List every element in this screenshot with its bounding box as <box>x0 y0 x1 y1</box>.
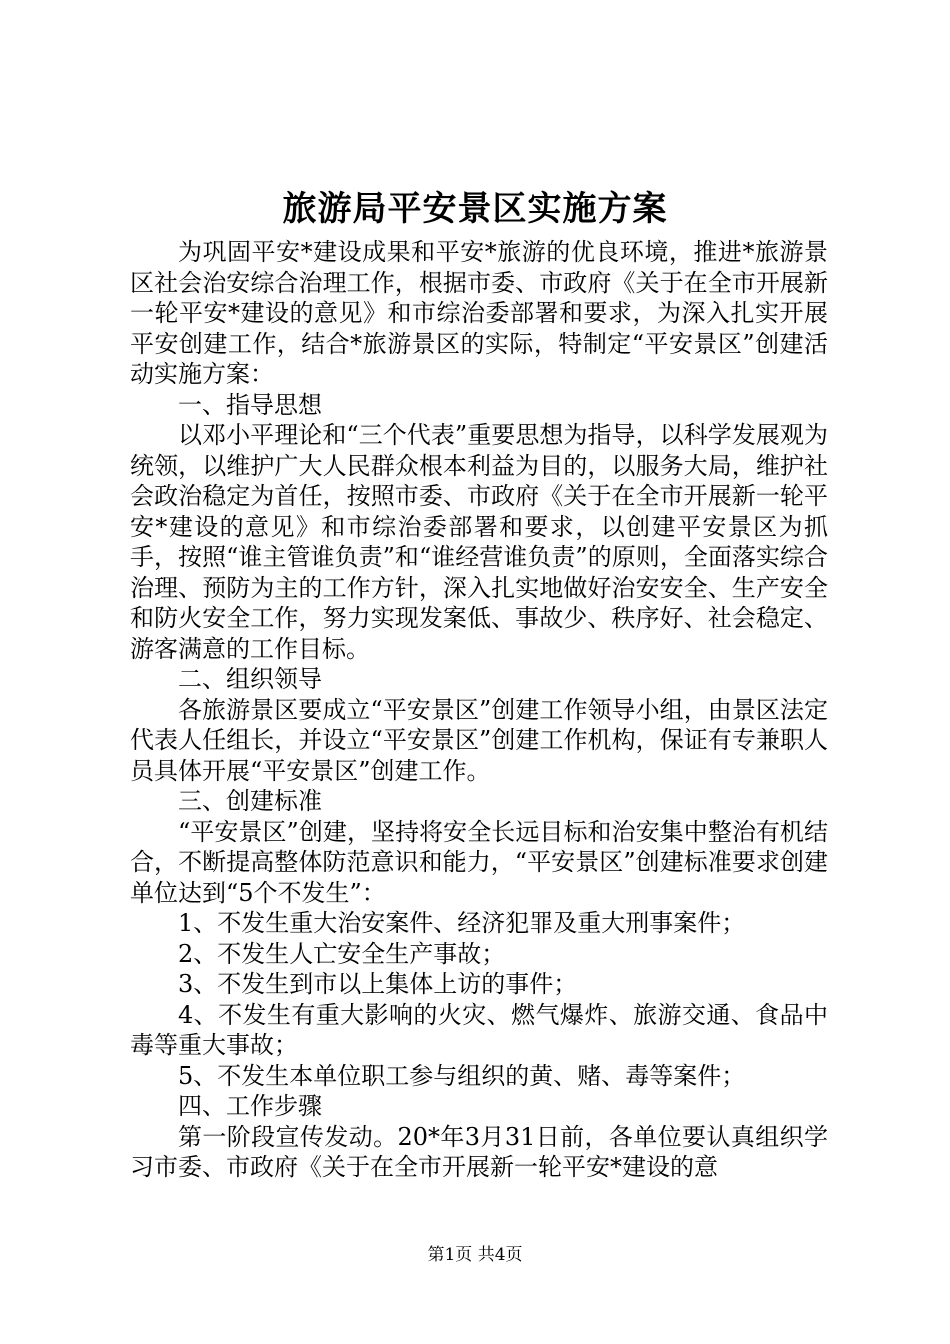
work-steps-paragraph: 第一阶段宣传发动。20*年3月31日前，各单位要认真组织学习市委、市政府《关于在全市开展新一轮平安*建设的意 <box>130 1122 828 1181</box>
standard-item-1: 1、不发生重大治安案件、经济犯罪及重大刑事案件； <box>178 909 746 937</box>
intro-paragraph: 为巩固平安*建设成果和平安*旅游的优良环境，推进*旅游景区社会治安综合治理工作，根据市委、市政府《关于在全市开展新一轮平安*建设的意见》和市综治委部署和要求，为深入扎实开展平安创建工作，结合*旅游景区的实际，特制定“平安景区”创建活动实施方案： <box>130 238 828 388</box>
page-number-footer: 第1页 共4页 <box>427 1245 523 1265</box>
standard-item-2: 2、不发生人亡安全生产事故； <box>178 939 506 968</box>
section-heading-organization: 二、组织领导 <box>178 665 322 693</box>
standard-item-5: 5、不发生本单位职工参与组织的黄、赌、毒等案件； <box>178 1061 746 1090</box>
standards-paragraph: “平安景区”创建，坚持将安全长远目标和治安集中整治有机结合，不断提高整体防范意识和能力，“平安景区”创建标准要求创建单位达到“5个不发生”： <box>130 817 828 907</box>
document-title: 旅游局平安景区实施方案 <box>282 189 668 229</box>
guiding-ideology-paragraph: 以邓小平理论和“三个代表”重要思想为指导，以科学发展观为统领，以维护广大人民群众根本利益为目的，以服务大局，维护社会政治稳定为首任，按照市委、市政府《关于在全市开展新一轮平安*建设的意见》和市综治委部署和要求，以创建平安景区为抓手，按照“谁主管谁负责”和“谁经营谁负责”的原则，全面落实综合治理、预防为主的工作方针，深入扎实地做好治安安全、生产安全和防火安全工作，努力实现发案低、事故少、秩序好、社会稳定、游客满意的工作目标。 <box>130 421 828 663</box>
standard-item-3: 3、不发生到市以上集体上访的事件； <box>178 970 578 998</box>
document-body <box>130 237 828 1183</box>
section-heading-work-steps: 四、工作步骤 <box>178 1092 322 1120</box>
section-heading-standards: 三、创建标准 <box>178 787 322 815</box>
organization-paragraph: 各旅游景区要成立“平安景区”创建工作领导小组，由景区法定代表人任组长，并设立“平安景区”创建工作机构，保证有专兼职人员具体开展“平安景区”创建工作。 <box>130 695 828 785</box>
standard-item-4: 4、不发生有重大影响的火灾、燃气爆炸、旅游交通、食品中毒等重大事故； <box>130 1000 828 1059</box>
section-heading-guiding-ideology: 一、指导思想 <box>178 390 322 419</box>
